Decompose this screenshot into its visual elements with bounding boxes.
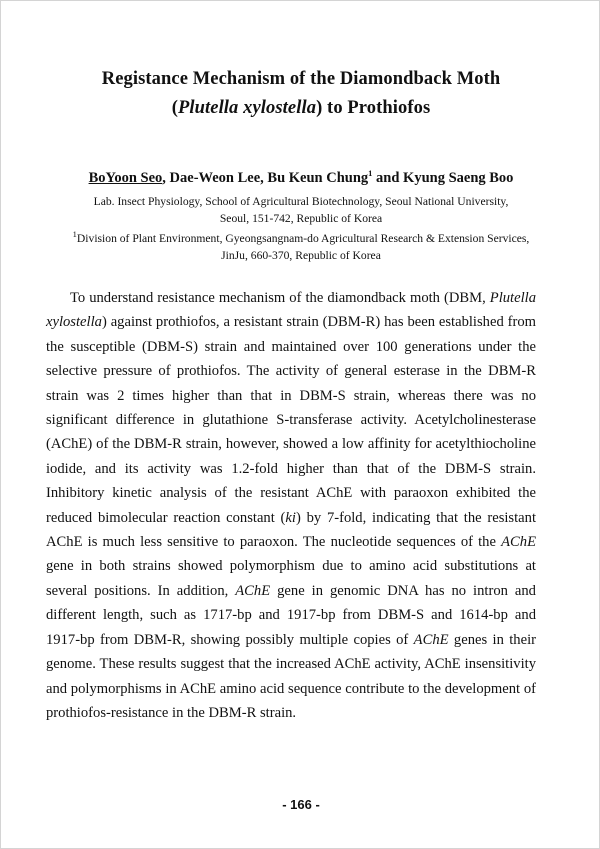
title-line-2 — [41, 94, 561, 123]
abstract-text-6: genes in their genome. These results suggest that the increased AChE activity, AChE insensitivity and polymorphisms in AChE amino acid sequence contribute to the development of prothiofos-resistance in the DBM-R strain. — [46, 631, 536, 721]
co-authors-a: , Dae-Weon Lee, Bu Keun Chung — [162, 170, 369, 186]
abstract-italic-ki: ki — [285, 509, 296, 526]
affiliation-2-line-2: JinJu, 660-370, Republic of Korea — [221, 249, 381, 262]
title-species-name: Plutella xylostella — [177, 98, 317, 118]
affiliation-1-line-1: Lab. Insect Physiology, School of Agricultural Biotechnology, Seoul National University, — [93, 195, 509, 208]
title-line-2-rest: to Prothiofos — [322, 98, 431, 118]
author-list — [41, 168, 561, 188]
abstract-italic-ache-3: AChE — [413, 631, 449, 648]
affiliation-2-text: Division of Plant Environment, Gyeongsangnam-do Agricultural Research & Extension Services, — [76, 232, 530, 245]
abstract-text-3: ) by 7-fold, indicating that the resistant AChE is much less sensitive to paraoxon. The nucleotide sequences of the — [46, 509, 536, 551]
paper-title — [41, 65, 561, 123]
abstract-text-5: gene in genomic DNA has no intron and different length, such as 1717-bp and 1917-bp from DBM-S and 1614-bp and 1917-bp from DBM-R, showing possibly multiple copies of — [46, 582, 536, 648]
abstract-italic-species: Plutella xylostella — [46, 290, 536, 331]
author-affiliation-mark: 1 — [368, 168, 373, 179]
affiliation-1 — [41, 193, 561, 227]
co-authors-b: and Kyung Saeng Boo — [372, 170, 514, 186]
affiliation-2-mark: 1 — [72, 229, 77, 240]
abstract-italic-ache-2: AChE — [235, 582, 271, 599]
presenting-author: BoYoon Seo — [88, 170, 163, 186]
affiliation-1-line-2: Seoul, 151-742, Republic of Korea — [219, 212, 383, 225]
abstract-text-4: gene in both strains showed polymorphism due to amino acid substitutions at several positions. In addition, — [46, 558, 536, 599]
affiliation-2-line-1 — [41, 230, 561, 247]
abstract-italic-ache-1: AChE — [501, 534, 536, 551]
abstract-text-2: ) against prothiofos, a resistant strain (DBM-R) has been established from the susceptible (DBM-S) strain and maintained over 100 generations under the selective pressure of prothiofos. The activity of general esterase in the DBM-R strain was 2 times higher than that in DBM-S strain, whereas there was no significant difference in glutathione S-transferase activity. Acetylcholinesterase (AChE) of the DBM-R strain, however, showed a low affinity for acetylthiocholine iodide, and its activity was 1.2-fold higher than that of the DBM-S strain. Inhibitory kinetic analysis of the resistant AChE with paraoxon exhibited the reduced bimolecular reaction constant ( — [46, 314, 536, 526]
title-paren-open: ( — [171, 98, 178, 118]
page-number: - 166 - — [282, 797, 320, 812]
title-paren-close: ) — [316, 98, 323, 118]
title-line-1: Registance Mechanism of the Diamondback Moth — [101, 69, 501, 89]
affiliation-2 — [41, 230, 561, 264]
abstract-text-1: To understand resistance mechanism of the diamondback moth (DBM, — [70, 290, 490, 306]
abstract-paragraph — [46, 286, 536, 725]
